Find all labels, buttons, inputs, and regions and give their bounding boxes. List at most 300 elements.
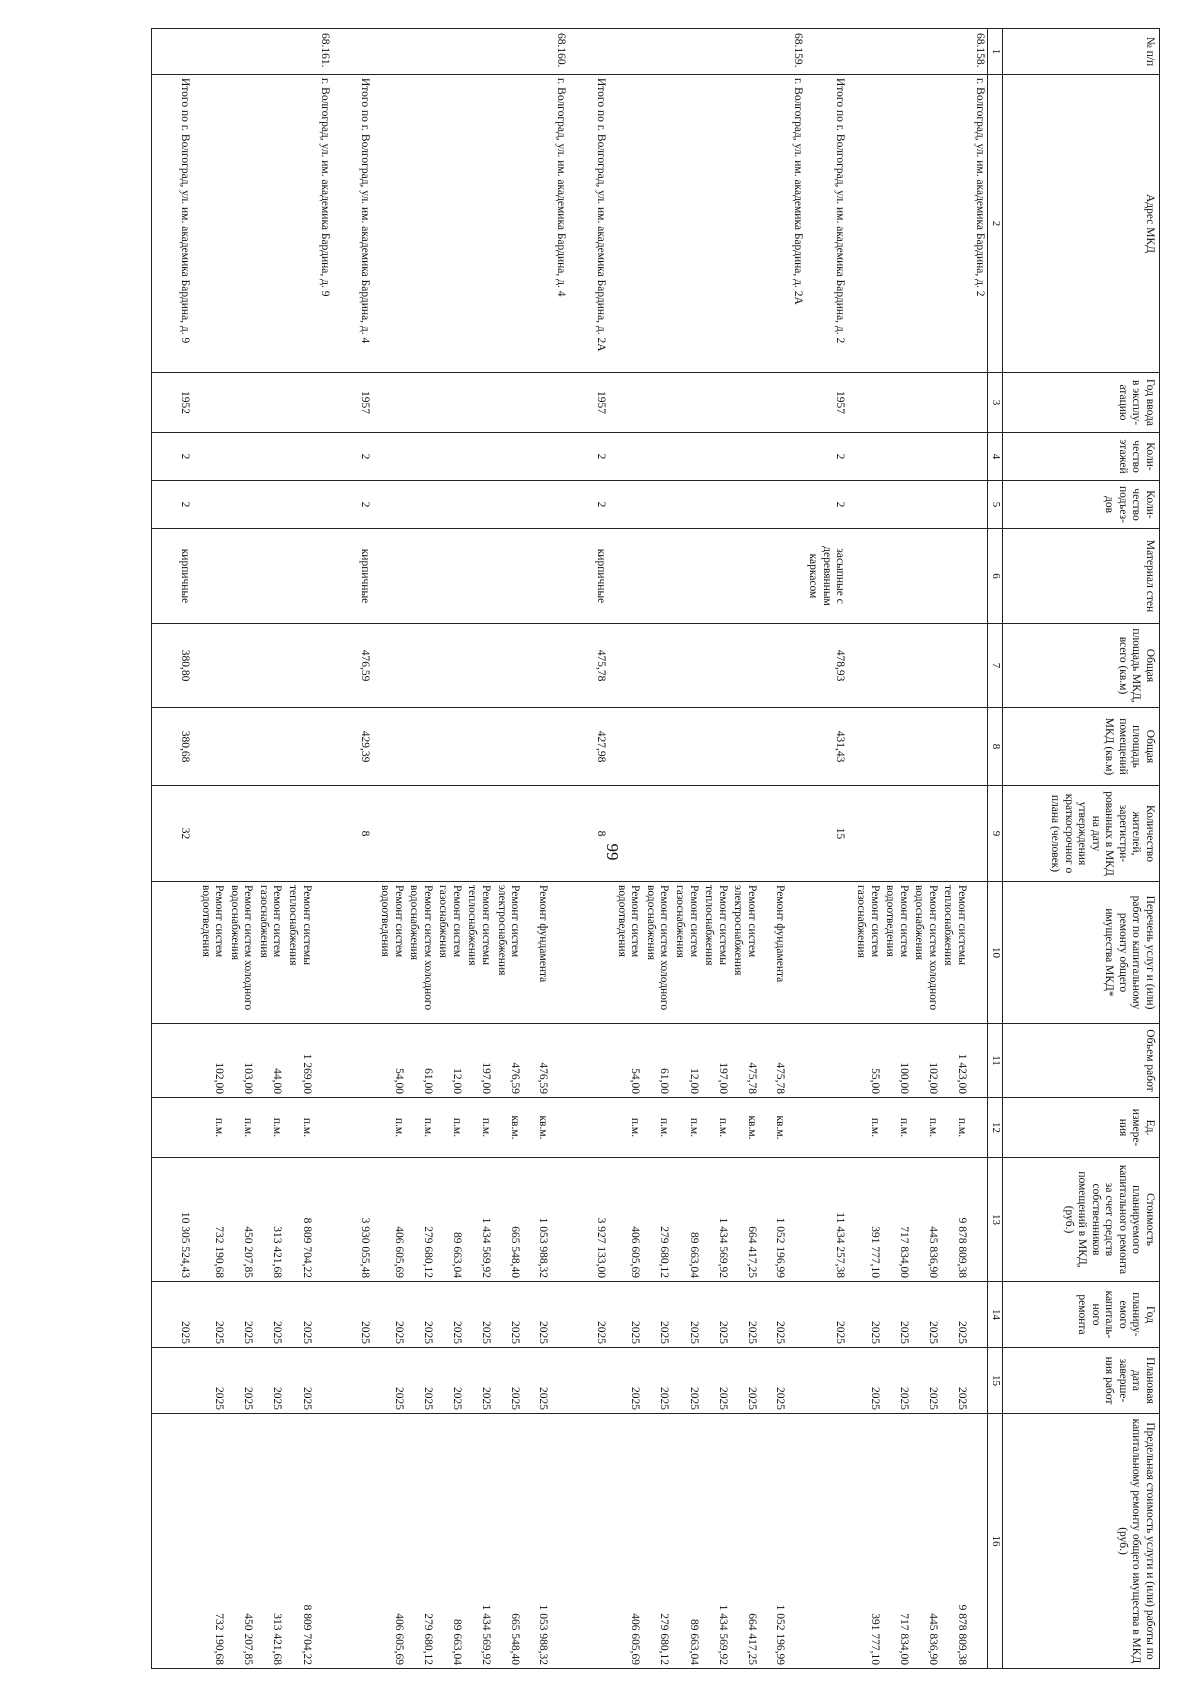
empty-cell — [882, 624, 911, 708]
empty-cell — [759, 29, 787, 75]
column-number: 10 — [988, 882, 1003, 1024]
empty-cell — [853, 75, 882, 373]
empty-cell — [550, 1158, 568, 1282]
empty-cell — [550, 1282, 568, 1348]
work-cost: 279 680,12 — [406, 1158, 435, 1282]
empty-cell — [787, 1024, 805, 1098]
empty-cell — [787, 1348, 805, 1414]
empty-cell — [152, 1348, 198, 1414]
work-cost: 450 207,85 — [226, 1158, 255, 1282]
column-number: 13 — [988, 1158, 1003, 1282]
empty-cell — [284, 75, 313, 373]
empty-cell — [805, 29, 853, 75]
empty-cell — [314, 529, 332, 624]
empty-cell — [284, 624, 313, 708]
work-date: 2025 — [197, 1348, 226, 1414]
empty-cell — [406, 708, 435, 786]
empty-cell — [759, 786, 787, 882]
empty-cell — [787, 786, 805, 882]
work-volume: 1 269,00 — [284, 1024, 313, 1098]
empty-cell — [642, 433, 671, 481]
work-name: Ремонт систем газоснабжения — [255, 882, 284, 1024]
empty-cell — [377, 373, 406, 433]
empty-cell — [969, 529, 988, 624]
column-number: 12 — [988, 1098, 1003, 1158]
total-floors: 2 — [805, 433, 853, 481]
total-cost: 10 305 524,43 — [152, 1158, 198, 1282]
empty-cell — [805, 1414, 853, 1669]
empty-cell — [314, 786, 332, 882]
total-row — [805, 29, 853, 1669]
work-unit: п.м. — [940, 1098, 969, 1158]
work-unit: п.м. — [284, 1098, 313, 1158]
work-unit: п.м. — [226, 1098, 255, 1158]
total-rooms-area: 427,98 — [568, 708, 613, 786]
empty-cell — [255, 433, 284, 481]
empty-cell — [882, 29, 911, 75]
column-header-2: Адрес МКД — [1003, 75, 1160, 373]
empty-cell — [226, 708, 255, 786]
empty-cell — [255, 373, 284, 433]
column-header-1: № п/п — [1003, 29, 1160, 75]
work-limit: 665 548,40 — [493, 1414, 522, 1669]
work-name: Ремонт систем водоотведения — [882, 882, 911, 1024]
empty-cell — [226, 529, 255, 624]
empty-cell — [197, 433, 226, 481]
work-year: 2025 — [406, 1282, 435, 1348]
work-date: 2025 — [522, 1348, 550, 1414]
work-limit: 8 809 704,22 — [284, 1414, 313, 1669]
empty-cell — [759, 373, 787, 433]
column-header-9: Количество жителей, зарегистри-рованных в МКД на дату утверждения краткосрочног о плана (человек) — [1003, 786, 1160, 882]
empty-cell — [493, 481, 522, 529]
empty-cell — [940, 624, 969, 708]
empty-cell — [613, 75, 642, 373]
empty-cell — [332, 1348, 377, 1414]
empty-cell — [284, 373, 313, 433]
empty-cell — [550, 786, 568, 882]
work-cost: 1 434 569,92 — [464, 1158, 493, 1282]
empty-cell — [568, 29, 613, 75]
work-date: 2025 — [226, 1348, 255, 1414]
empty-cell — [568, 1414, 613, 1669]
column-header-14: Год планиру-емого капиталь-ного ремонта — [1003, 1282, 1160, 1348]
work-row — [853, 29, 882, 1669]
work-unit: кв.м. — [522, 1098, 550, 1158]
work-limit: 406 605,69 — [613, 1414, 642, 1669]
work-volume: 44,00 — [255, 1024, 284, 1098]
empty-cell — [406, 433, 435, 481]
work-limit: 450 207,85 — [226, 1414, 255, 1669]
empty-cell — [314, 624, 332, 708]
empty-cell — [911, 75, 940, 373]
empty-cell — [940, 75, 969, 373]
work-name: Ремонт фундамента — [522, 882, 550, 1024]
column-number: 1 — [988, 29, 1003, 75]
work-limit: 1 434 569,92 — [464, 1414, 493, 1669]
empty-cell — [568, 1348, 613, 1414]
empty-cell — [197, 29, 226, 75]
work-volume: 102,00 — [197, 1024, 226, 1098]
empty-cell — [805, 882, 853, 1024]
work-name: Ремонт систем электроснабжения — [493, 882, 522, 1024]
empty-cell — [332, 29, 377, 75]
work-name: Ремонт систем водоотведения — [377, 882, 406, 1024]
work-limit: 1 052 196,99 — [759, 1414, 787, 1669]
empty-cell — [759, 708, 787, 786]
empty-cell — [701, 624, 730, 708]
table-body — [152, 29, 1003, 1669]
empty-cell — [805, 1348, 853, 1414]
work-row — [255, 29, 284, 1669]
empty-cell — [969, 481, 988, 529]
empty-cell — [406, 373, 435, 433]
empty-cell — [464, 75, 493, 373]
empty-cell — [613, 624, 642, 708]
work-date: 2025 — [255, 1348, 284, 1414]
empty-cell — [152, 882, 198, 1024]
work-year: 2025 — [642, 1282, 671, 1348]
row-number: 68.160. — [550, 29, 568, 75]
empty-cell — [314, 708, 332, 786]
empty-cell — [642, 373, 671, 433]
empty-cell — [701, 29, 730, 75]
total-entrances: 2 — [152, 481, 198, 529]
work-unit: п.м. — [701, 1098, 730, 1158]
empty-cell — [550, 481, 568, 529]
work-date: 2025 — [853, 1348, 882, 1414]
empty-cell — [787, 1414, 805, 1669]
empty-cell — [671, 624, 700, 708]
empty-cell — [940, 708, 969, 786]
empty-cell — [568, 1098, 613, 1158]
empty-cell — [642, 786, 671, 882]
total-residents: 15 — [805, 786, 853, 882]
column-header-12: Ед. измере-ния — [1003, 1098, 1160, 1158]
work-cost: 313 421,68 — [255, 1158, 284, 1282]
empty-cell — [671, 433, 700, 481]
empty-cell — [911, 624, 940, 708]
empty-cell — [853, 786, 882, 882]
empty-cell — [882, 529, 911, 624]
row-number: 68.158. — [969, 29, 988, 75]
work-year: 2025 — [701, 1282, 730, 1348]
total-area: 476,59 — [332, 624, 377, 708]
table-header — [1003, 29, 1160, 1669]
total-cost: 11 434 257,38 — [805, 1158, 853, 1282]
empty-cell — [701, 708, 730, 786]
empty-cell — [377, 529, 406, 624]
work-year: 2025 — [255, 1282, 284, 1348]
empty-cell — [882, 481, 911, 529]
empty-cell — [152, 1098, 198, 1158]
empty-cell — [882, 75, 911, 373]
total-build-year: 1957 — [805, 373, 853, 433]
total-wall-material: кирпичные — [152, 529, 198, 624]
work-date: 2025 — [464, 1348, 493, 1414]
empty-cell — [522, 708, 550, 786]
house-row — [550, 29, 568, 1669]
column-header-16: Предельная стоимость услуги и (или) работы по капитальному ремонту общего имущества в МКД (руб.) — [1003, 1414, 1160, 1669]
column-header-15: Плановая дата заверше-ния работ — [1003, 1348, 1160, 1414]
total-area: 475,78 — [568, 624, 613, 708]
empty-cell — [197, 708, 226, 786]
empty-cell — [464, 624, 493, 708]
total-plan-year: 2025 — [568, 1282, 613, 1348]
empty-cell — [853, 373, 882, 433]
empty-cell — [255, 624, 284, 708]
work-row — [701, 29, 730, 1669]
work-name: Ремонт систем водоотведения — [613, 882, 642, 1024]
work-volume: 475,78 — [759, 1024, 787, 1098]
empty-cell — [642, 75, 671, 373]
empty-cell — [522, 529, 550, 624]
empty-cell — [464, 373, 493, 433]
work-year: 2025 — [464, 1282, 493, 1348]
empty-cell — [493, 75, 522, 373]
work-limit: 391 777,10 — [853, 1414, 882, 1669]
work-name: Ремонт систем холодного водоснабжения — [406, 882, 435, 1024]
total-plan-year: 2025 — [332, 1282, 377, 1348]
work-name: Ремонт системы теплоснабжения — [464, 882, 493, 1024]
empty-cell — [284, 708, 313, 786]
total-floors: 2 — [568, 433, 613, 481]
column-header-4: Коли-чество этажей — [1003, 433, 1160, 481]
empty-cell — [464, 786, 493, 882]
empty-cell — [152, 29, 198, 75]
empty-cell — [255, 529, 284, 624]
empty-cell — [730, 433, 759, 481]
empty-cell — [969, 373, 988, 433]
empty-cell — [226, 75, 255, 373]
work-unit: п.м. — [464, 1098, 493, 1158]
work-volume: 12,00 — [671, 1024, 700, 1098]
empty-cell — [613, 29, 642, 75]
empty-cell — [940, 529, 969, 624]
work-cost: 717 834,00 — [882, 1158, 911, 1282]
empty-cell — [969, 433, 988, 481]
empty-cell — [406, 29, 435, 75]
empty-cell — [759, 481, 787, 529]
empty-cell — [969, 1414, 988, 1669]
work-cost: 89 663,04 — [671, 1158, 700, 1282]
empty-cell — [284, 786, 313, 882]
total-residents: 32 — [152, 786, 198, 882]
empty-cell — [493, 624, 522, 708]
empty-cell — [759, 75, 787, 373]
empty-cell — [671, 529, 700, 624]
total-rooms-area: 380,68 — [152, 708, 198, 786]
column-header-6: Материал стен — [1003, 529, 1160, 624]
empty-cell — [730, 708, 759, 786]
work-row — [911, 29, 940, 1669]
total-wall-material: кирпичные — [568, 529, 613, 624]
total-plan-year: 2025 — [152, 1282, 198, 1348]
total-entrances: 2 — [568, 481, 613, 529]
total-rooms-area: 429,39 — [332, 708, 377, 786]
empty-cell — [550, 373, 568, 433]
work-row — [759, 29, 787, 1669]
house-row — [314, 29, 332, 1669]
work-volume: 54,00 — [377, 1024, 406, 1098]
empty-cell — [197, 786, 226, 882]
empty-cell — [377, 75, 406, 373]
work-unit: п.м. — [435, 1098, 464, 1158]
empty-cell — [787, 433, 805, 481]
empty-cell — [435, 373, 464, 433]
work-volume: 61,00 — [642, 1024, 671, 1098]
total-label: Итого по г. Волгоград, ул. им. академика Бардина, д. 2А — [568, 75, 613, 373]
empty-cell — [787, 481, 805, 529]
empty-cell — [787, 882, 805, 1024]
empty-cell — [332, 1098, 377, 1158]
work-unit: п.м. — [882, 1098, 911, 1158]
empty-cell — [464, 529, 493, 624]
work-cost: 1 434 569,92 — [701, 1158, 730, 1282]
empty-cell — [613, 433, 642, 481]
empty-cell — [152, 1024, 198, 1098]
work-volume: 102,00 — [911, 1024, 940, 1098]
empty-cell — [969, 1158, 988, 1282]
work-volume: 103,00 — [226, 1024, 255, 1098]
work-name: Ремонт фундамента — [759, 882, 787, 1024]
empty-cell — [406, 481, 435, 529]
work-row — [642, 29, 671, 1669]
work-volume: 100,00 — [882, 1024, 911, 1098]
empty-cell — [377, 481, 406, 529]
work-name: Ремонт систем холодного водоснабжения — [911, 882, 940, 1024]
empty-cell — [642, 624, 671, 708]
work-row — [882, 29, 911, 1669]
work-cost: 445 836,90 — [911, 1158, 940, 1282]
empty-cell — [435, 624, 464, 708]
empty-cell — [493, 373, 522, 433]
empty-cell — [464, 708, 493, 786]
work-cost: 89 663,04 — [435, 1158, 464, 1282]
work-year: 2025 — [730, 1282, 759, 1348]
empty-cell — [550, 882, 568, 1024]
empty-cell — [882, 708, 911, 786]
empty-cell — [701, 481, 730, 529]
work-row — [940, 29, 969, 1669]
work-volume: 475,78 — [730, 1024, 759, 1098]
work-year: 2025 — [911, 1282, 940, 1348]
empty-cell — [226, 29, 255, 75]
empty-cell — [464, 433, 493, 481]
empty-cell — [226, 481, 255, 529]
empty-cell — [314, 1348, 332, 1414]
column-number: 3 — [988, 373, 1003, 433]
total-wall-material: кирпичные — [332, 529, 377, 624]
empty-cell — [284, 529, 313, 624]
empty-cell — [701, 373, 730, 433]
work-unit: п.м. — [853, 1098, 882, 1158]
work-date: 2025 — [759, 1348, 787, 1414]
work-row — [435, 29, 464, 1669]
empty-cell — [730, 373, 759, 433]
empty-cell — [284, 433, 313, 481]
empty-cell — [255, 708, 284, 786]
total-row — [152, 29, 198, 1669]
empty-cell — [314, 433, 332, 481]
empty-cell — [332, 1024, 377, 1098]
work-year: 2025 — [522, 1282, 550, 1348]
empty-cell — [284, 29, 313, 75]
work-date: 2025 — [613, 1348, 642, 1414]
empty-cell — [522, 75, 550, 373]
work-row — [730, 29, 759, 1669]
row-number: 68.161. — [314, 29, 332, 75]
empty-cell — [911, 433, 940, 481]
empty-cell — [197, 529, 226, 624]
empty-cell — [464, 481, 493, 529]
work-name: Ремонт систем холодного водоснабжения — [642, 882, 671, 1024]
empty-cell — [197, 75, 226, 373]
empty-cell — [377, 433, 406, 481]
empty-cell — [969, 624, 988, 708]
empty-cell — [550, 529, 568, 624]
empty-cell — [969, 1098, 988, 1158]
empty-cell — [435, 75, 464, 373]
total-area: 380,80 — [152, 624, 198, 708]
work-year: 2025 — [493, 1282, 522, 1348]
work-volume: 476,59 — [493, 1024, 522, 1098]
empty-cell — [314, 481, 332, 529]
empty-cell — [613, 708, 642, 786]
empty-cell — [550, 624, 568, 708]
work-row — [284, 29, 313, 1669]
empty-cell — [787, 1282, 805, 1348]
empty-cell — [332, 1414, 377, 1669]
empty-cell — [730, 481, 759, 529]
empty-cell — [493, 786, 522, 882]
empty-cell — [882, 433, 911, 481]
empty-cell — [940, 433, 969, 481]
row-number: 68.159. — [787, 29, 805, 75]
empty-cell — [314, 1024, 332, 1098]
empty-cell — [522, 481, 550, 529]
total-rooms-area: 431,43 — [805, 708, 853, 786]
empty-cell — [332, 882, 377, 1024]
empty-cell — [671, 481, 700, 529]
empty-cell — [805, 1098, 853, 1158]
work-year: 2025 — [882, 1282, 911, 1348]
empty-cell — [550, 1348, 568, 1414]
empty-cell — [613, 786, 642, 882]
empty-cell — [226, 433, 255, 481]
empty-cell — [882, 373, 911, 433]
work-cost: 391 777,10 — [853, 1158, 882, 1282]
page-number: 99 — [603, 843, 622, 861]
column-header-13: Стоимость планируемого капитального ремонта за счет средств собственников помещений в МКД, (руб.) — [1003, 1158, 1160, 1282]
work-limit: 717 834,00 — [882, 1414, 911, 1669]
work-name: Ремонт систем электроснабжения — [730, 882, 759, 1024]
empty-cell — [853, 624, 882, 708]
total-label: Итого по г. Волгоград, ул. им. академика Бардина, д. 4 — [332, 75, 377, 373]
empty-cell — [255, 481, 284, 529]
empty-cell — [853, 481, 882, 529]
empty-cell — [377, 624, 406, 708]
empty-cell — [730, 529, 759, 624]
empty-cell — [642, 481, 671, 529]
empty-cell — [787, 1098, 805, 1158]
work-volume: 1 423,00 — [940, 1024, 969, 1098]
empty-cell — [522, 433, 550, 481]
empty-cell — [969, 1282, 988, 1348]
empty-cell — [701, 529, 730, 624]
empty-cell — [701, 786, 730, 882]
empty-cell — [226, 786, 255, 882]
